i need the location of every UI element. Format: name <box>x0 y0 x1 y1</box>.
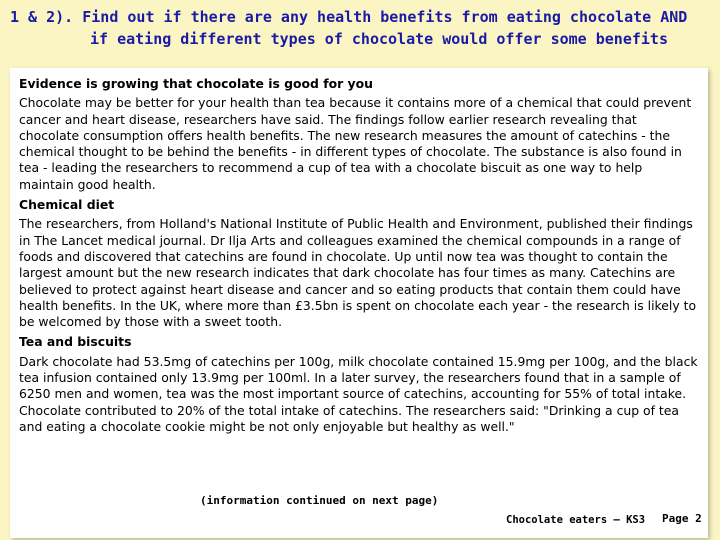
page-number: Page 2 <box>662 512 702 525</box>
article-paragraph-1: Chocolate may be better for your health than tea because it contains more of a chemical that could prevent cancer and heart disease, researchers have said. The findings follow earlier research revealing that chocolate consumption offers health benefits. The new research measures the amount of catechins - the chemical thought to be behind the benefits - in different types of chocolate. The substance is also found in tea - leading the researchers to recommend a cup of tea with a chocolate biscuit as one way to help maintain good health. <box>19 95 692 192</box>
article-heading-evidence: Evidence is growing that chocolate is good for you <box>19 76 373 91</box>
page-title <box>10 6 710 50</box>
article-paragraph-2: The researchers, from Holland's National Institute of Public Health and Environment, published their findings in The Lancet medical journal. Dr Ilja Arts and colleagues examined the chemical compounds in a range of foods and discovered that catechins are found in chocolate. Up until now tea was thought to contain the largest amount but the new research indicates that dark chocolate has four times as many. Catechins are believed to protect against heart disease and cancer and so eating products that contain them could have health benefits. In the UK, where more than £3.5bn is spent on chocolate each year - the research is likely to be welcomed by those with a sweet tooth. <box>19 216 697 330</box>
title-line-1: 1 & 2). Find out if there are any health benefits from eating chocolate AND <box>10 8 688 26</box>
continued-note: (information continued on next page) <box>200 494 439 507</box>
title-line-2: if eating different types of chocolate would offer some benefits <box>90 30 668 48</box>
article <box>19 76 699 439</box>
article-paragraph-3: Dark chocolate had 53.5mg of catechins per 100g, milk chocolate contained 15.9mg per 100g, and the black tea infusion contained only 13.9mg per 100ml. In a later survey, the researchers found that in a sample of 6250 men and women, tea was the most important source of catechins, accounting for 55% of total intake. Chocolate contributed to 20% of the total intake of catechins. The researchers said: "Drinking a cup of tea and eating a chocolate cookie might be not only enjoyable but healthy as well." <box>19 353 698 434</box>
article-heading-tea-and-biscuits: Tea and biscuits <box>19 334 132 350</box>
footer-label: Chocolate eaters – KS3 <box>506 514 646 526</box>
article-heading-chemical-diet: Chemical diet <box>19 197 115 213</box>
